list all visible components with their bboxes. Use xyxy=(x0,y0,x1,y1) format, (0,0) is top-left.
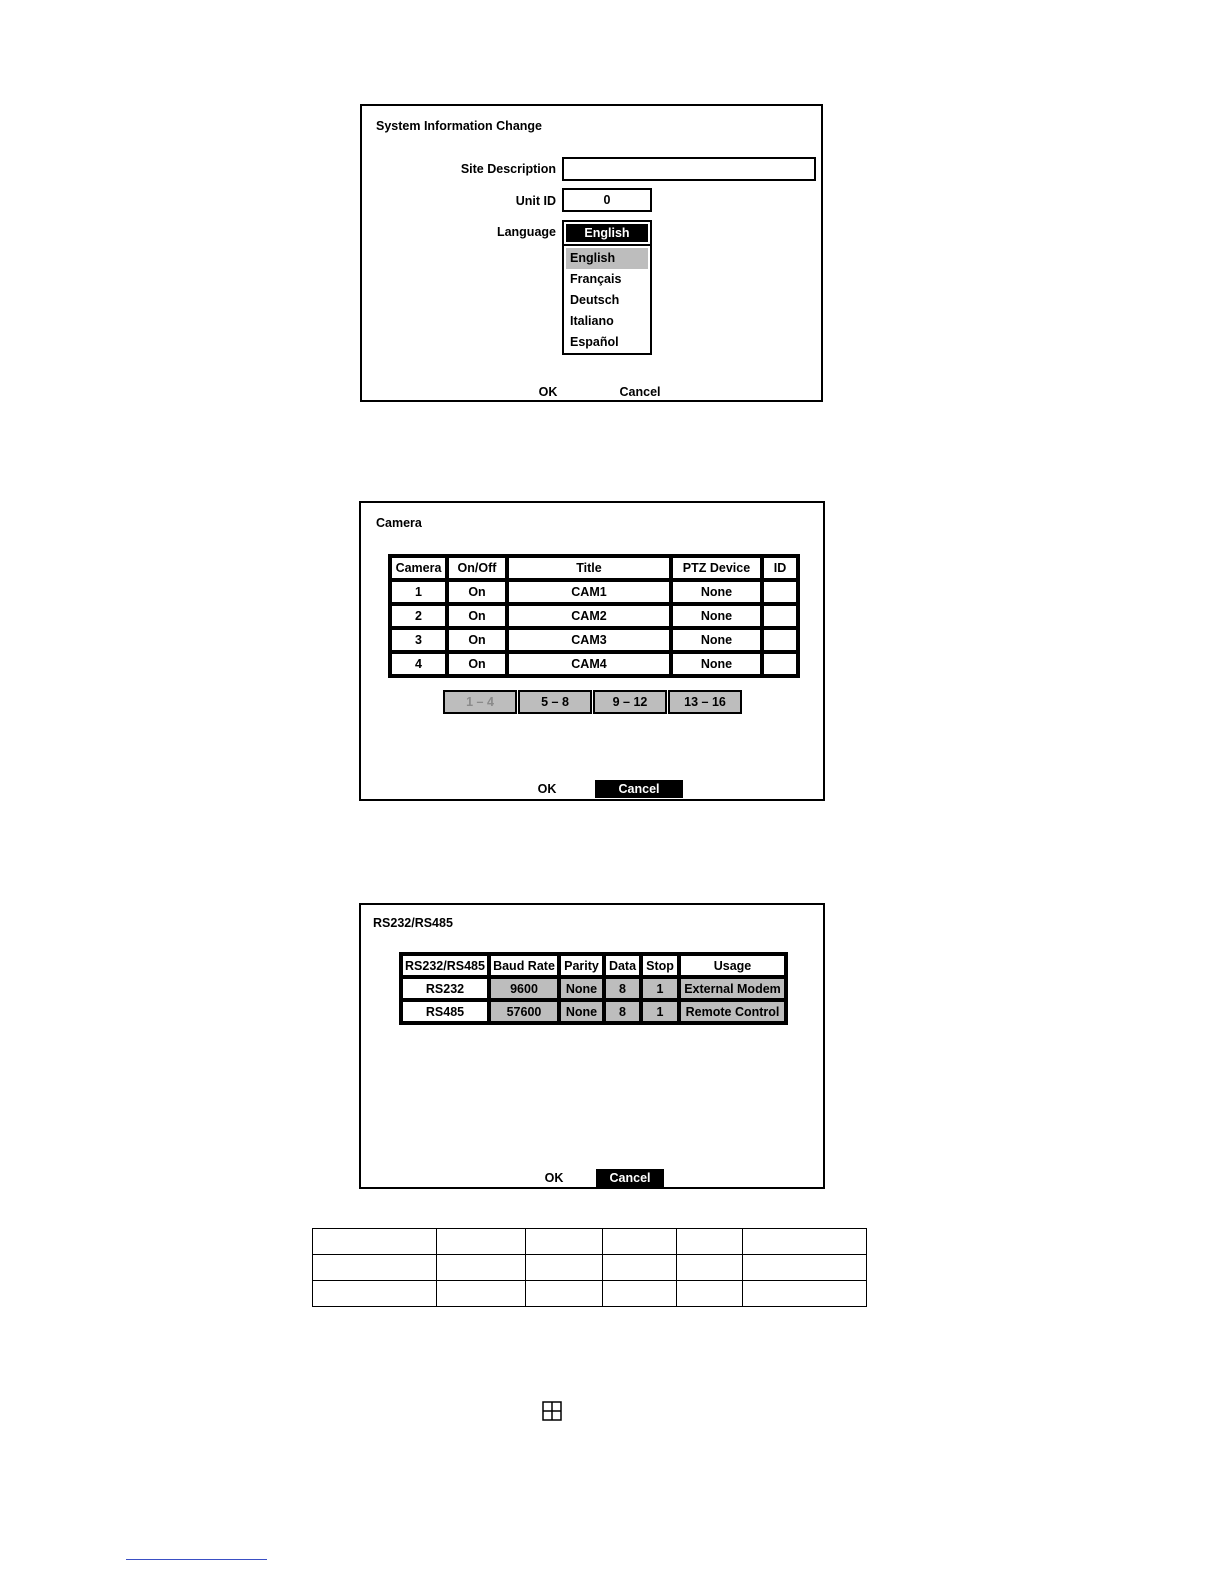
column-header-data: Data xyxy=(604,954,641,977)
usage-cell[interactable]: Remote Control xyxy=(679,1000,786,1023)
language-label: Language xyxy=(496,225,556,239)
camera-number-cell: 3 xyxy=(390,628,447,652)
cancel-button[interactable]: Cancel xyxy=(595,780,683,798)
table-row xyxy=(390,628,798,652)
dialog-title: Camera xyxy=(376,516,422,530)
on-off-cell[interactable]: On xyxy=(447,604,507,628)
camera-number-cell: 1 xyxy=(390,580,447,604)
column-header-camera: Camera xyxy=(390,556,447,580)
language-option-italiano[interactable]: Italiano xyxy=(570,314,614,328)
language-option-espanol[interactable]: Español xyxy=(570,335,619,349)
table-cell xyxy=(526,1255,603,1281)
site-description-field[interactable] xyxy=(562,157,816,181)
port-cell: RS485 xyxy=(401,1000,489,1023)
column-header-port: RS232/RS485 xyxy=(401,954,489,977)
table-cell xyxy=(603,1281,677,1307)
column-header-baud-rate: Baud Rate xyxy=(489,954,559,977)
port-cell: RS232 xyxy=(401,977,489,1000)
camera-table xyxy=(388,554,800,678)
column-header-usage: Usage xyxy=(679,954,786,977)
baud-rate-cell[interactable]: 57600 xyxy=(489,1000,559,1023)
language-dropdown[interactable] xyxy=(562,220,652,355)
serial-table xyxy=(399,952,788,1025)
table-cell xyxy=(743,1229,867,1255)
id-cell[interactable] xyxy=(762,580,798,604)
table-cell xyxy=(437,1281,526,1307)
on-off-cell[interactable]: On xyxy=(447,580,507,604)
column-header-title: Title xyxy=(507,556,671,580)
title-cell[interactable]: CAM2 xyxy=(507,604,671,628)
column-header-stop: Stop xyxy=(641,954,679,977)
cancel-button[interactable]: Cancel xyxy=(596,1169,664,1187)
table-cell xyxy=(437,1229,526,1255)
camera-number-cell: 2 xyxy=(390,604,447,628)
dialog-title: RS232/RS485 xyxy=(373,916,453,930)
usage-cell[interactable]: External Modem xyxy=(679,977,786,1000)
column-header-on-off: On/Off xyxy=(447,556,507,580)
table-row xyxy=(401,1000,786,1023)
footnote-separator xyxy=(126,1559,267,1560)
ptz-device-cell[interactable]: None xyxy=(671,628,762,652)
table-row xyxy=(313,1281,867,1307)
column-header-parity: Parity xyxy=(559,954,604,977)
language-selected-value[interactable]: English xyxy=(566,224,648,242)
table-cell xyxy=(677,1229,743,1255)
dropdown-divider xyxy=(564,244,650,246)
ok-button[interactable]: OK xyxy=(544,1171,564,1185)
language-options-list xyxy=(566,248,648,353)
table-row xyxy=(390,652,798,676)
table-cell xyxy=(526,1229,603,1255)
on-off-cell[interactable]: On xyxy=(447,628,507,652)
language-option-francais[interactable]: Français xyxy=(570,272,622,286)
table-row xyxy=(313,1255,867,1281)
data-bits-cell[interactable]: 8 xyxy=(604,1000,641,1023)
table-cell xyxy=(313,1281,437,1307)
table-row xyxy=(401,977,786,1000)
column-header-id: ID xyxy=(762,556,798,580)
title-cell[interactable]: CAM4 xyxy=(507,652,671,676)
table-cell xyxy=(743,1255,867,1281)
table-cell xyxy=(526,1281,603,1307)
stop-bits-cell[interactable]: 1 xyxy=(641,977,679,1000)
serial-port-dialog xyxy=(359,903,825,1189)
table-cell xyxy=(603,1229,677,1255)
stop-bits-cell[interactable]: 1 xyxy=(641,1000,679,1023)
on-off-cell[interactable]: On xyxy=(447,652,507,676)
site-description-label: Site Description xyxy=(460,162,556,176)
table-row xyxy=(313,1229,867,1255)
table-header-row xyxy=(390,556,798,580)
dialog-title: System Information Change xyxy=(376,119,542,133)
grid-icon xyxy=(542,1401,562,1421)
table-cell xyxy=(603,1255,677,1281)
parity-cell[interactable]: None xyxy=(559,1000,604,1023)
column-header-ptz-device: PTZ Device xyxy=(671,556,762,580)
page-button-1-4[interactable]: 1 – 4 xyxy=(443,690,517,714)
table-cell xyxy=(677,1255,743,1281)
page-button-9-12[interactable]: 9 – 12 xyxy=(593,690,667,714)
table-row xyxy=(390,580,798,604)
unit-id-label: Unit ID xyxy=(515,194,556,208)
table-cell xyxy=(743,1281,867,1307)
cancel-button[interactable]: Cancel xyxy=(619,385,661,399)
ptz-device-cell[interactable]: None xyxy=(671,604,762,628)
ptz-device-cell[interactable]: None xyxy=(671,580,762,604)
ptz-device-cell[interactable]: None xyxy=(671,652,762,676)
language-option-deutsch[interactable]: Deutsch xyxy=(570,293,620,307)
title-cell[interactable]: CAM1 xyxy=(507,580,671,604)
id-cell[interactable] xyxy=(762,652,798,676)
baud-rate-cell[interactable]: 9600 xyxy=(489,977,559,1000)
ok-button[interactable]: OK xyxy=(538,385,558,399)
table-cell xyxy=(437,1255,526,1281)
table-row xyxy=(390,604,798,628)
page-button-13-16[interactable]: 13 – 16 xyxy=(668,690,742,714)
language-option-english[interactable]: English xyxy=(566,248,648,269)
data-bits-cell[interactable]: 8 xyxy=(604,977,641,1000)
title-cell[interactable]: CAM3 xyxy=(507,628,671,652)
page-button-5-8[interactable]: 5 – 8 xyxy=(518,690,592,714)
system-information-dialog xyxy=(360,104,823,402)
id-cell[interactable] xyxy=(762,628,798,652)
unit-id-field[interactable]: 0 xyxy=(562,188,652,212)
camera-number-cell: 4 xyxy=(390,652,447,676)
table-cell xyxy=(677,1281,743,1307)
id-cell[interactable] xyxy=(762,604,798,628)
table-cell xyxy=(313,1229,437,1255)
ok-button[interactable]: OK xyxy=(537,782,557,796)
parity-cell[interactable]: None xyxy=(559,977,604,1000)
table-header-row xyxy=(401,954,786,977)
table-cell xyxy=(313,1255,437,1281)
blank-table xyxy=(312,1228,867,1307)
